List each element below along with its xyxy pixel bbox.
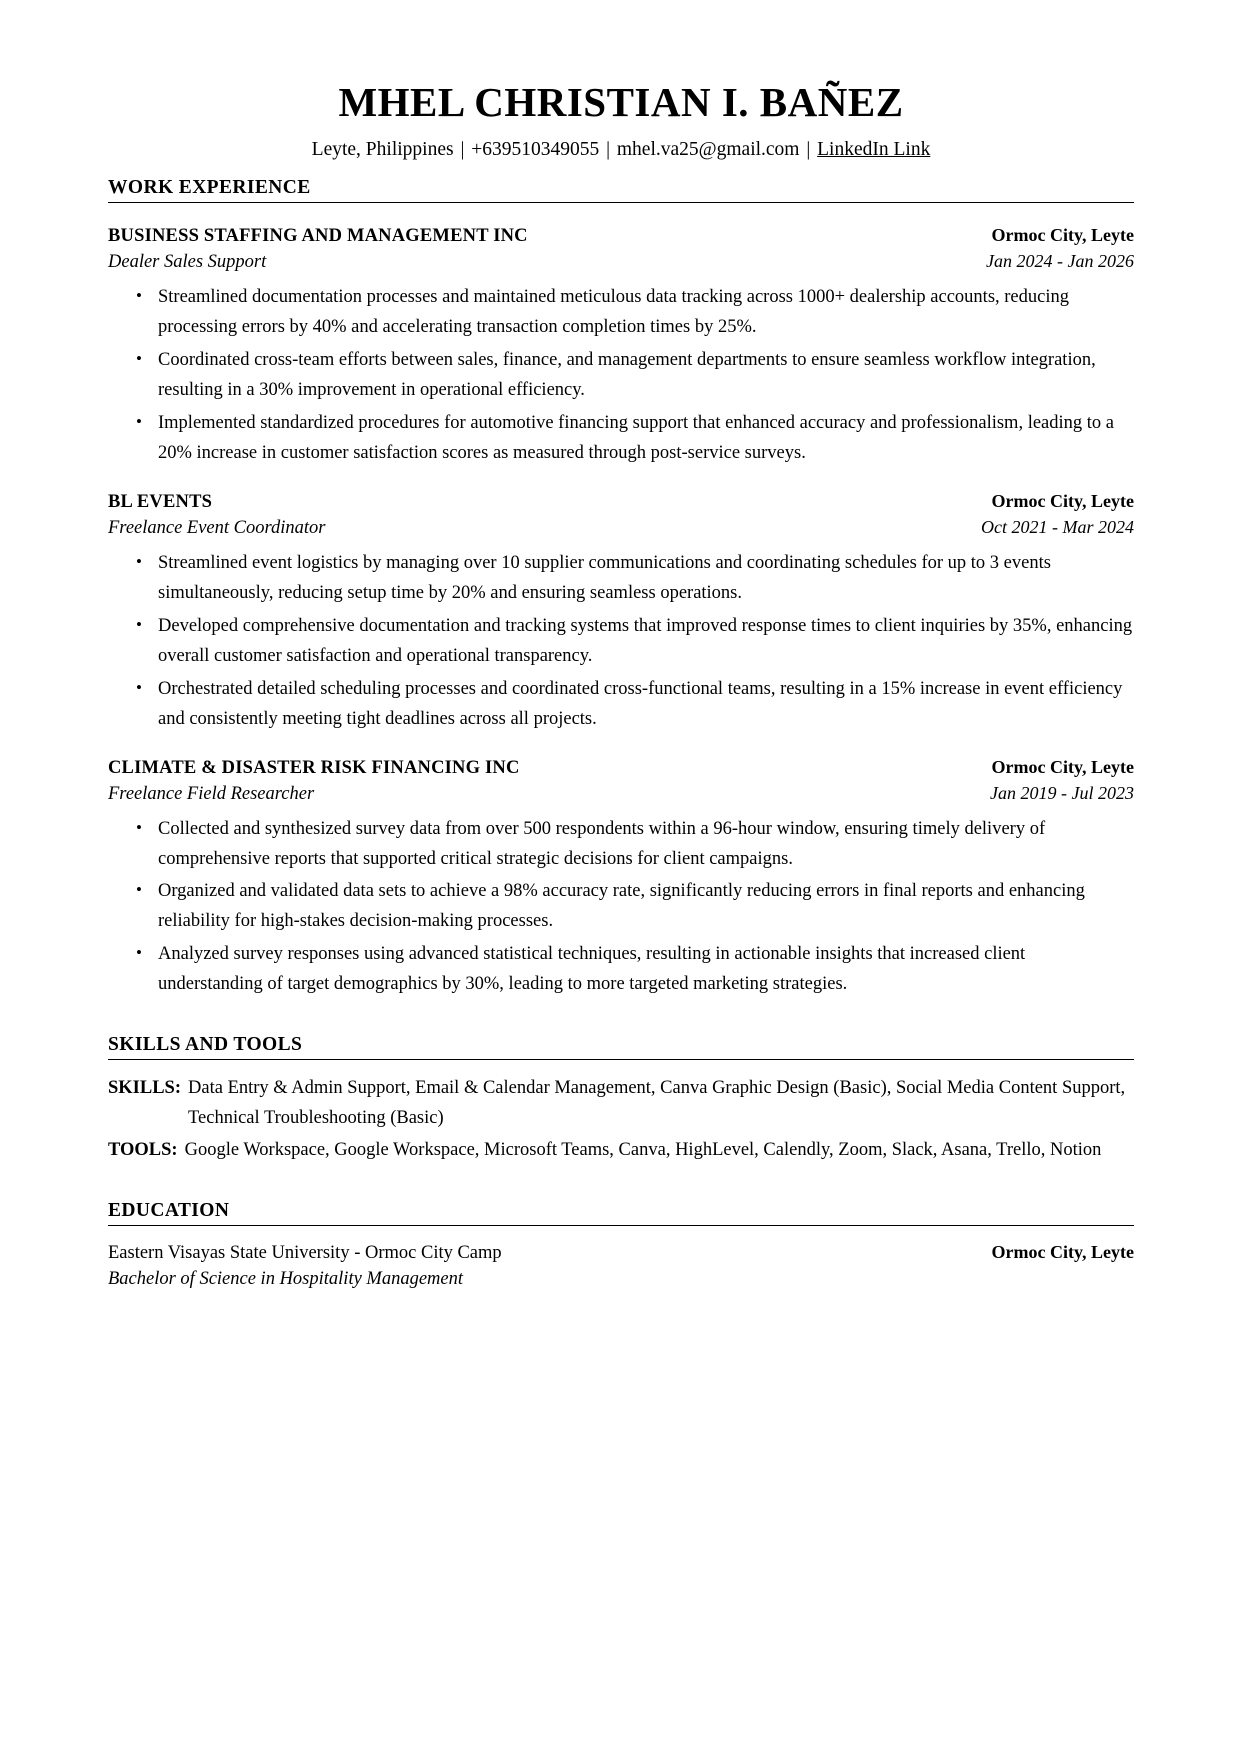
job-entry bbox=[108, 489, 1134, 735]
job-bullet: • Streamlined event logistics by managing over 10 supplier communications and coordinating schedules for up to 3 events simultaneously, reducing setup time by 20% and ensuring seamless operations. bbox=[144, 549, 1134, 609]
job-header-row bbox=[108, 223, 1134, 249]
section-title-education: EDUCATION bbox=[108, 1200, 1134, 1226]
job-header-row bbox=[108, 489, 1134, 515]
job-company: BUSINESS STAFFING AND MANAGEMENT INC bbox=[108, 226, 528, 247]
job-dates: Oct 2021 - Mar 2024 bbox=[981, 516, 1134, 537]
job-company: CLIMATE & DISASTER RISK FINANCING INC bbox=[108, 757, 520, 778]
skills-row bbox=[108, 1074, 1134, 1134]
job-subheader-row bbox=[108, 781, 1134, 807]
job-bullet: • Implemented standardized procedures for automotive financing support that enhanced accuracy and professionalism, leading to a 20% increase in customer satisfaction scores as measured through post-service surveys. bbox=[144, 409, 1134, 469]
job-company: BL EVENTS bbox=[108, 491, 213, 512]
job-title: Freelance Event Coordinator bbox=[108, 517, 326, 538]
job-dates: Jan 2024 - Jan 2026 bbox=[986, 251, 1134, 272]
contact-location: Leyte, Philippines bbox=[311, 139, 454, 161]
contact-email: mhel.va25@gmail.com bbox=[616, 139, 800, 161]
job-location: Ormoc City, Leyte bbox=[991, 756, 1134, 777]
education-school: Eastern Visayas State University - Ormoc City Camp bbox=[108, 1243, 502, 1264]
contact-separator-3: | bbox=[806, 139, 811, 161]
job-bullet: • Collected and synthesized survey data from over 500 respondents within a 96-hour window, ensuring timely delivery of comprehensive reports that supported critical strategic decisions for client campaigns. bbox=[144, 815, 1134, 875]
job-header-row bbox=[108, 755, 1134, 781]
job-entry bbox=[108, 223, 1134, 469]
contact-separator-1: | bbox=[460, 139, 465, 161]
job-bullet: • Streamlined documentation processes and maintained meticulous data tracking across 1000+ dealership accounts, reducing processing errors by 40% and accelerating transaction completion times by 25%. bbox=[144, 283, 1134, 343]
job-title: Freelance Field Researcher bbox=[108, 783, 315, 804]
linkedin-link[interactable]: LinkedIn Link bbox=[817, 139, 931, 161]
job-subheader-row bbox=[108, 249, 1134, 275]
tools-value: Google Workspace, Google Workspace, Microsoft Teams, Canva, HighLevel, Calendly, Zoom, Slack, Asana, Trello, Notion bbox=[184, 1140, 1102, 1161]
job-location: Ormoc City, Leyte bbox=[991, 225, 1134, 246]
job-bullet-list bbox=[108, 815, 1134, 1001]
job-title: Dealer Sales Support bbox=[108, 252, 267, 273]
job-bullet-list bbox=[108, 283, 1134, 469]
job-bullet-list bbox=[108, 549, 1134, 735]
skills-block bbox=[108, 1074, 1134, 1166]
education-location: Ormoc City, Leyte bbox=[991, 1242, 1134, 1263]
contact-separator-2: | bbox=[606, 139, 611, 161]
education-degree: Bachelor of Science in Hospitality Management bbox=[108, 1269, 464, 1290]
job-dates: Jan 2019 - Jul 2023 bbox=[990, 782, 1134, 803]
job-location: Ormoc City, Leyte bbox=[991, 490, 1134, 511]
contact-phone: +639510349055 bbox=[471, 139, 600, 161]
section-title-skills-and-tools: SKILLS AND TOOLS bbox=[108, 1034, 1134, 1060]
section-title-work-experience: WORK EXPERIENCE bbox=[108, 177, 1134, 203]
job-bullet: • Orchestrated detailed scheduling processes and coordinated cross-functional teams, resulting in a 15% increase in event efficiency and consistently meeting tight deadlines across all projects. bbox=[144, 675, 1134, 735]
skills-label: SKILLS: bbox=[108, 1078, 182, 1099]
job-bullet: • Developed comprehensive documentation and tracking systems that improved response times to client inquiries by 35%, enhancing overall customer satisfaction and operational transparency. bbox=[144, 612, 1134, 672]
job-bullet: • Coordinated cross-team efforts between sales, finance, and management departments to ensure seamless workflow integration, resulting in a 30% improvement in operational efficiency. bbox=[144, 346, 1134, 406]
tools-label: TOOLS: bbox=[108, 1140, 178, 1161]
job-bullet: • Organized and validated data sets to achieve a 98% accuracy rate, significantly reducing errors in final reports and enhancing reliability for high-stakes decision-making processes. bbox=[144, 877, 1134, 937]
job-bullet: • Analyzed survey responses using advanced statistical techniques, resulting in actionable insights that increased client understanding of target demographics by 30%, leading to more targeted marketing strategies. bbox=[144, 940, 1134, 1000]
contact-line bbox=[108, 139, 1134, 161]
job-entry bbox=[108, 755, 1134, 1001]
job-subheader-row bbox=[108, 515, 1134, 541]
education-header-row bbox=[108, 1240, 1134, 1267]
page-title: MHEL CHRISTIAN I. BAÑEZ bbox=[338, 79, 904, 125]
skills-value: Data Entry & Admin Support, Email & Calendar Management, Canva Graphic Design (Basic), Social Media Content Support, Technical Troubleshooting (Basic) bbox=[188, 1078, 1126, 1129]
tools-row bbox=[108, 1136, 1134, 1166]
